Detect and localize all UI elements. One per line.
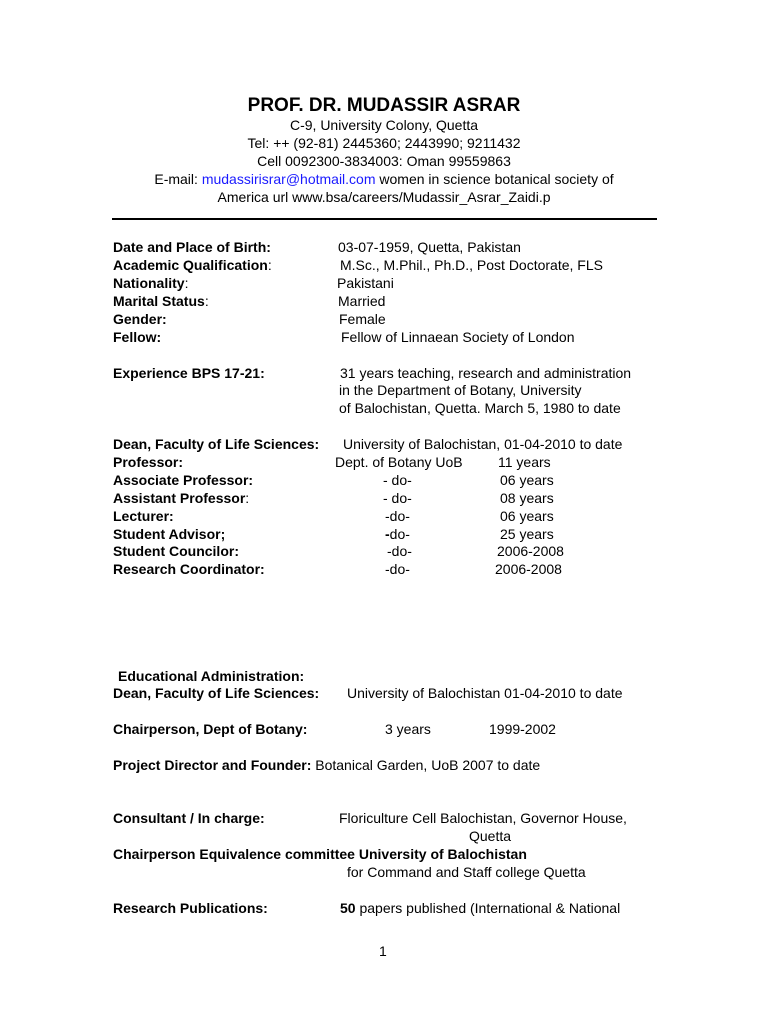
- position-period: 06 years: [500, 472, 554, 488]
- academic-row: [113, 257, 272, 274]
- experience-line-2: in the Department of Botany, University: [339, 382, 582, 398]
- equivalence-label: Chairperson Equivalence committee University of Balochistan: [113, 846, 527, 862]
- position-place: -do-: [385, 508, 410, 524]
- email-prefix: E-mail:: [154, 171, 202, 187]
- position-place: - do-: [383, 472, 412, 488]
- experience-label: Experience BPS 17-21:: [113, 365, 265, 381]
- position-label: Professor:: [113, 454, 184, 470]
- gender-label: Gender:: [113, 311, 167, 327]
- experience-line-3: of Balochistan, Quetta. March 5, 1980 to date: [339, 400, 621, 416]
- position-period: 2006-2008: [497, 543, 564, 559]
- nationality-value: Pakistani: [337, 275, 394, 291]
- research-row: [340, 900, 620, 917]
- equivalence-value: for Command and Staff college Quetta: [347, 864, 586, 880]
- marital-colon: :: [204, 293, 209, 309]
- nationality-row: [113, 275, 188, 292]
- consultant-value: Floriculture Cell Balochistan, Governor House,: [339, 810, 627, 826]
- fellow-label: Fellow:: [113, 329, 162, 345]
- email-line: [0, 171, 768, 188]
- position-place-dash: -: [385, 526, 390, 542]
- admin-dean-value: University of Balochistan 01-04-2010 to date: [347, 685, 623, 701]
- position-label: Research Coordinator:: [113, 561, 265, 577]
- nationality-label: Nationality: [113, 275, 185, 291]
- position-label: Associate Professor:: [113, 472, 254, 488]
- header-divider: [112, 218, 657, 220]
- academic-label: Academic Qualification: [113, 257, 268, 273]
- project-value: Botanical Garden, UoB 2007 to date: [311, 757, 541, 773]
- position-period: 11 years: [498, 454, 551, 470]
- position-place: Dept. of Botany UoB: [335, 454, 463, 470]
- position-period: 25 years: [500, 526, 554, 542]
- position-label-row: [113, 490, 249, 507]
- nationality-colon: :: [184, 275, 189, 291]
- fellow-value: Fellow of Linnaean Society of London: [341, 329, 575, 345]
- project-label: Project Director and Founder:: [113, 757, 312, 773]
- academic-value: M.Sc., M.Phil., Ph.D., Post Doctorate, FLS: [340, 257, 603, 273]
- position-label-colon: :: [245, 490, 250, 506]
- admin-dean-label: Dean, Faculty of Life Sciences:: [113, 685, 320, 701]
- position-place: -do-: [387, 543, 412, 559]
- research-label: Research Publications:: [113, 900, 268, 916]
- position-label: Student Advisor;: [113, 526, 226, 542]
- address-line: C-9, University Colony, Quetta: [289, 117, 479, 133]
- marital-label: Marital Status: [113, 293, 205, 309]
- dob-label: Date and Place of Birth:: [113, 239, 271, 255]
- position-place: - do-: [383, 490, 412, 506]
- consultant-label: Consultant / In charge:: [113, 810, 265, 826]
- chair-period: 1999-2002: [489, 721, 556, 737]
- position-place: do-: [389, 526, 410, 542]
- project-row: [113, 757, 540, 774]
- telephone-line: Tel: ++ (92-81) 2445360; 2443990; 9211432: [247, 135, 521, 151]
- email-link[interactable]: mudassirisrar@hotmail.com: [201, 171, 376, 187]
- position-label: Assistant Professor: [113, 490, 246, 506]
- dean-label: Dean, Faculty of Life Sciences:: [113, 436, 320, 452]
- dob-value: 03-07-1959, Quetta, Pakistan: [338, 239, 521, 255]
- dean-value: University of Balochistan, 01-04-2010 to date: [343, 436, 623, 452]
- position-period: 08 years: [500, 490, 554, 506]
- cv-name: PROF. DR. MUDASSIR ASRAR: [247, 95, 521, 116]
- position-period: 2006-2008: [495, 561, 562, 577]
- experience-line-1: 31 years teaching, research and administration: [340, 365, 632, 381]
- position-place-row: [385, 526, 410, 543]
- research-value: papers published (International & National: [355, 900, 621, 916]
- admin-heading: Educational Administration:: [118, 668, 305, 684]
- cell-line: Cell 0092300-3834003: Oman 99559863: [257, 153, 511, 169]
- consultant-value-2: Quetta: [469, 828, 512, 844]
- position-period: 06 years: [500, 508, 554, 524]
- position-label: Lecturer:: [113, 508, 174, 524]
- url-line: America url www.bsa/careers/Mudassir_Asrar_Zaidi.p: [217, 189, 551, 205]
- marital-row: [113, 293, 209, 310]
- position-label: Student Councilor:: [113, 543, 239, 559]
- email-suffix: women in science botanical society of: [375, 171, 614, 187]
- gender-value: Female: [339, 311, 386, 327]
- academic-colon: :: [267, 257, 272, 273]
- research-count: 50: [340, 900, 356, 916]
- marital-value: Married: [338, 293, 386, 309]
- chair-label: Chairperson, Dept of Botany:: [113, 721, 308, 737]
- chair-duration: 3 years: [385, 721, 431, 737]
- position-place: -do-: [385, 561, 410, 577]
- page-number: 1: [379, 943, 387, 959]
